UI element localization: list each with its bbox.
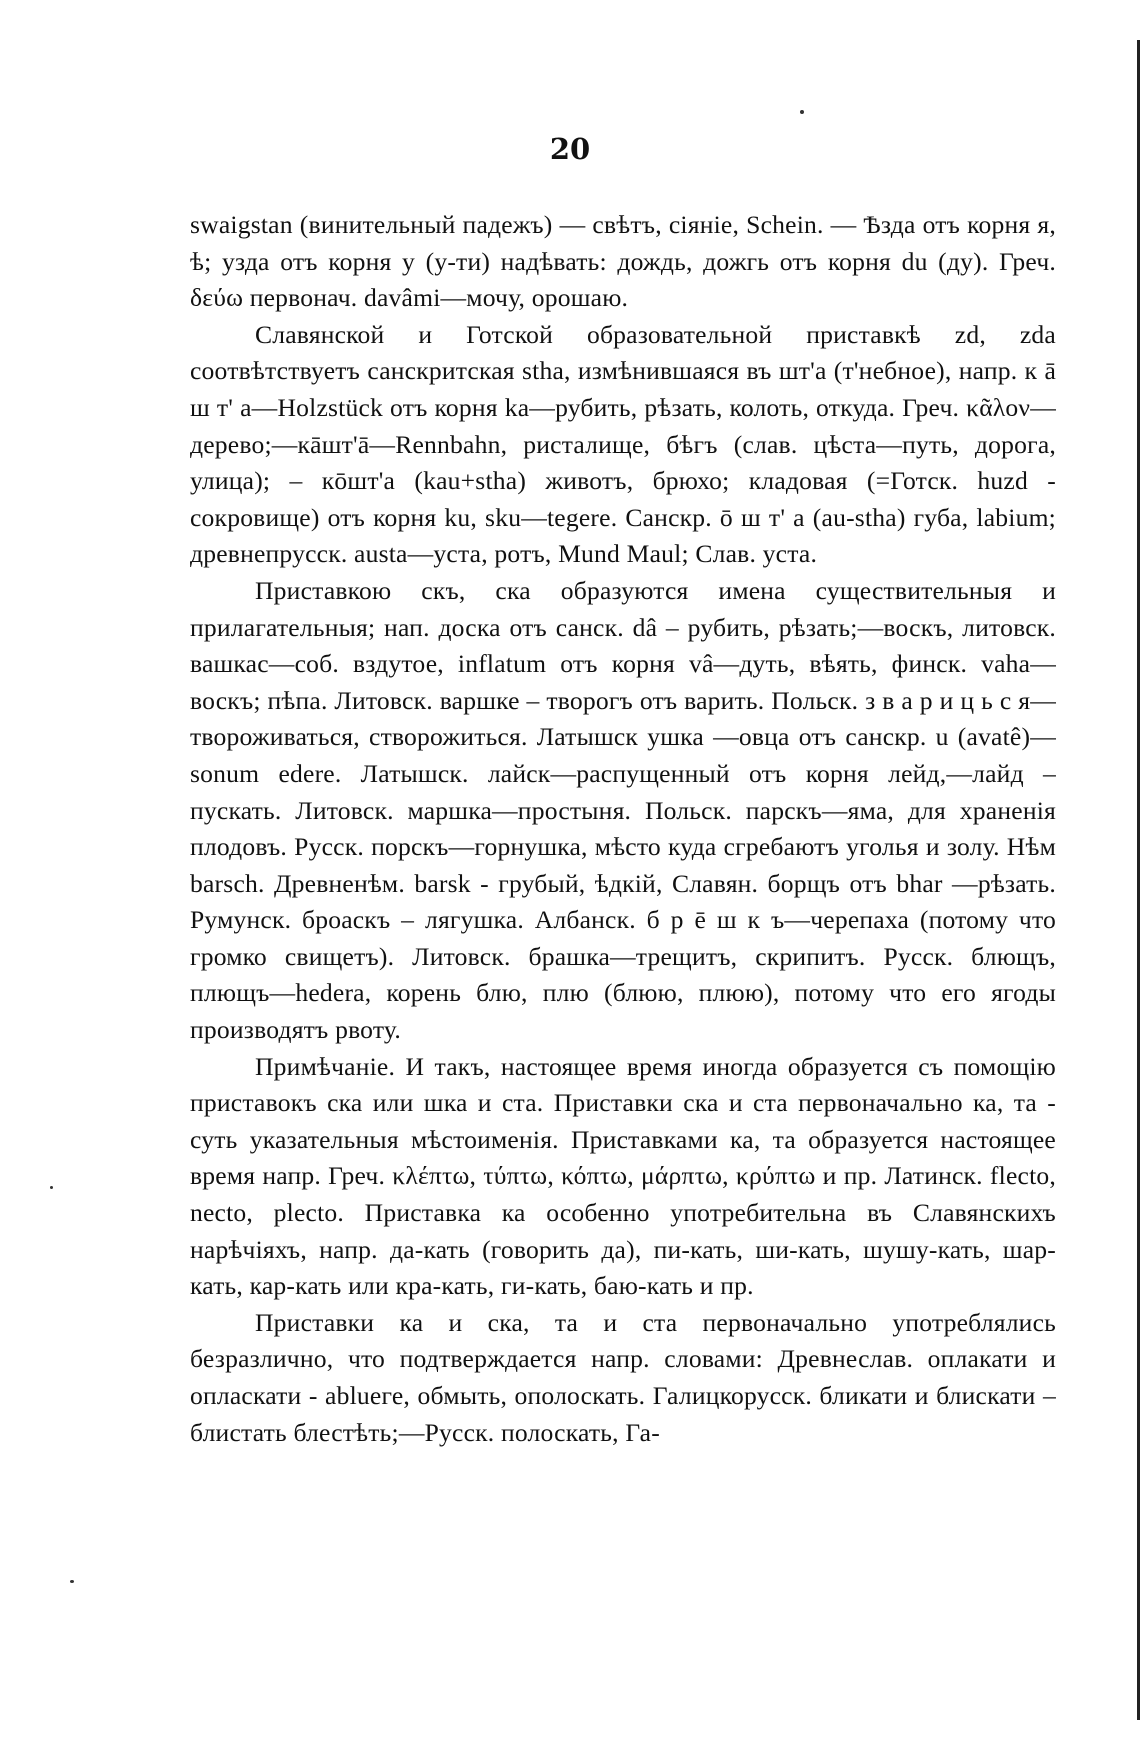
paragraph-prefix-zd: Славянской и Готской образовательной приставкѣ zd, zda соотвѣтствуетъ санскритская stha, измѣнившаяся въ шт'а (т'небное), напр. к ā ш т' а—Holzstück отъ корня ka—рубить, рѣзать, колоть, откуда. Греч. κᾶλον—дерево;—кāшт'ā—Rennbahn, ристалище, бѣгъ (слав. цѣста—путь, дорога, улица); – кōшт'а (kau+stha) животъ, брюхо; кладовая (=Готск. huzd - сокровище) отъ корня ku, sku—tegere. Санскр. ō ш т' а (au-stha) губа, labium; древнепрусск. austa—уста, ротъ, Mund Maul; Слав. уста. xyxy=(190,319,1056,569)
scan-speck xyxy=(800,110,804,114)
paragraph-prefix-sk: Приставкою скъ, ска образуются имена существительныя и прилагательныя; нап. доска отъ санск. dâ – рубить, рѣзать;—воскъ, литовск. вашкас—соб. вздутое, inflatum отъ корня vâ—дуть, вѣять, финск. vaha—воскъ; пѣпа. Литовск. варшке – творогъ отъ варить. Польск. з в а р и ц ь с я—твороживаться, створожиться. Латышск ушка —овца отъ санскр. u (avatê)—sonum edere. Латышск. лайск—распущенный отъ корня лейд,—лайд – пускать. Литовск. маршка—простыня. Польск. парскъ—яма, для храненія плодовъ. Русск. порскъ—горнушка, мѣсто куда сгребаютъ уголья и золу. Нѣм barsch. Древненѣм. barsk - грубый, ѣдкій, Славян. борщъ отъ bhar —рѣзать. Румунск. броаскъ – лягушка. Албанск. б р ē ш к ъ—черепаха (потому что громко свищетъ). Литовск. брашка—трещитъ, скрипитъ. Русск. блющъ, плющъ—hedera, корень блю, плю (блюю, плюю), потому что его ягоды производятъ рвоту. xyxy=(190,575,1056,1045)
paragraph-continuation: swaigstan (винительный падежъ) — свѣтъ, сіяніе, Schein. — Ѣзда отъ корня я, ѣ; узда отъ корня у (у-ти) надѣвать: дождь, дожгь отъ корня du (ду). Греч. δεύω первонач. davâmi—мочу, орошаю. xyxy=(190,210,1056,313)
page-number: 20 xyxy=(549,132,591,166)
paragraph-prefixes-ka-ta: Приставки ка и ска, та и ста первоначально употреблялись безразлично, что подтверждается напр. словами: Древнеслав. оплакати и опласкати - ablueге, обмыть, ополоскать. Галицкорусск. бликати и блискати – блистать блестѣть;—Русск. полоскать, Га- xyxy=(190,1307,1056,1447)
scan-speck xyxy=(70,1580,74,1583)
body-text xyxy=(190,207,1056,1451)
scan-speck xyxy=(50,1186,53,1189)
paragraph-note: Примѣчаніе. И такъ, настоящее время иногда образуется съ помощію приставокъ ска или шка и ста. Приставки ска и ста первоначально ка, та - суть указательныя мѣстоименія. Приставками ка, та образуется настоящее время напр. Греч. κλέπτω, τύπτω, κόπτω, μάρπτω, κρύπτω и пр. Латинск. flecto, necto, plecto. Приставка ка особенно употребительна въ Славянскихъ нарѣчіяхъ, напр. да-кать (говорить да), пи-кать, ши-кать, шушу-кать, шар-кать, кар-кать или кра-кать, ги-кать, баю-кать и пр. xyxy=(190,1051,1056,1301)
